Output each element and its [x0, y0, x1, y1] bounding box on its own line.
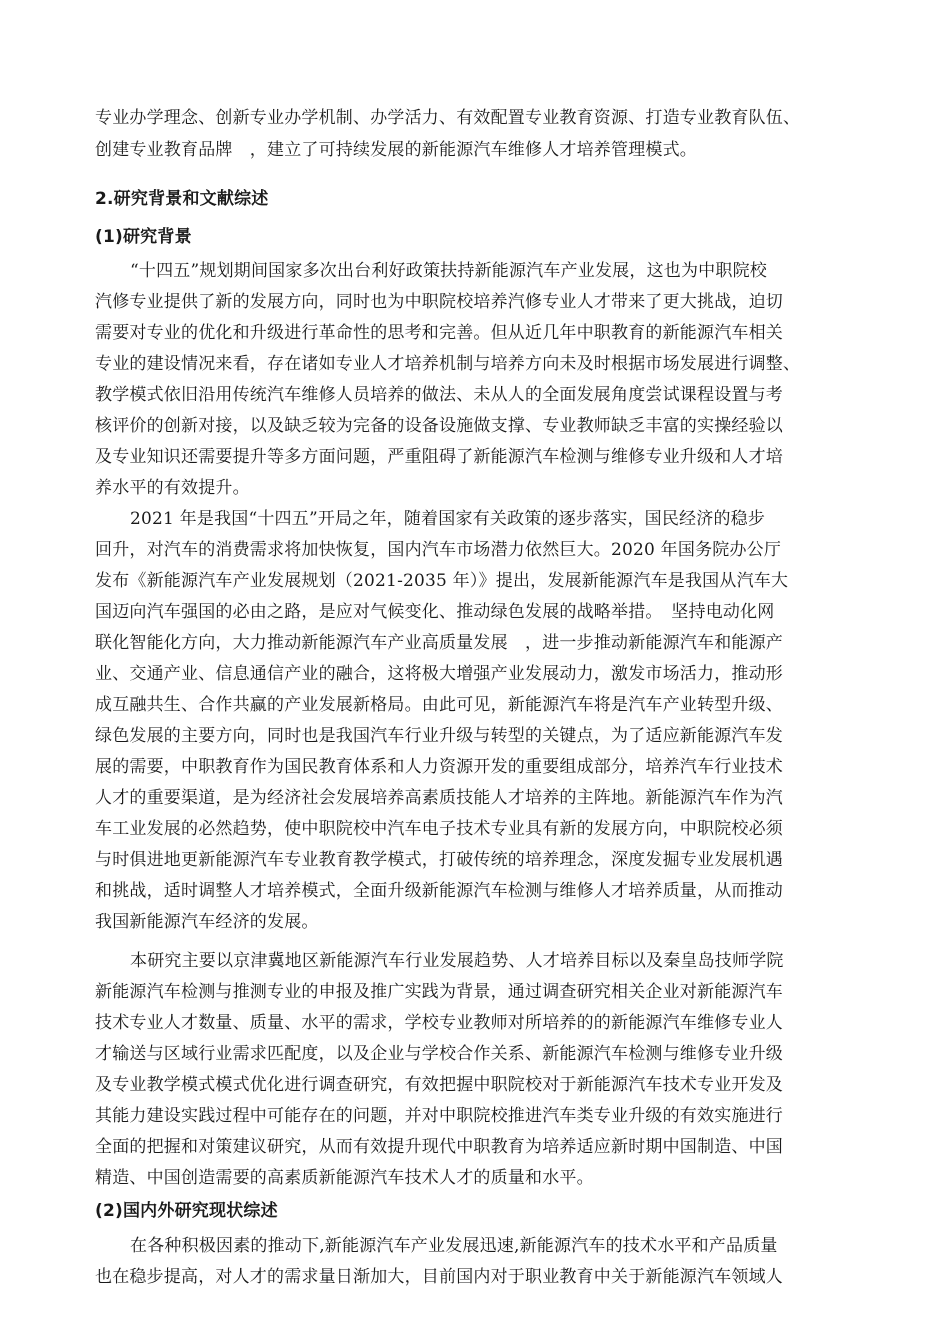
subsection-heading: (1)研究背景 — [95, 227, 192, 247]
paragraph-line: 及专业教学模式模式优化进行调查研究，有效把握中职院校对于新能源汽车技术专业开发及 — [95, 1075, 783, 1095]
paragraph-line: 需要对专业的优化和升级进行革命性的思考和完善。但从近几年中职教育的新能源汽车相关 — [95, 323, 783, 343]
paragraph-line: 发布《新能源汽车产业发展规划（2021-2035 年）》提出，发展新能源汽车是我国从汽车大 — [95, 571, 789, 591]
paragraph-line: 回升，对汽车的消费需求将加快恢复，国内汽车市场潜力依然巨大。2020 年国务院办公厅 — [95, 540, 782, 560]
paragraph-line: 在各种积极因素的推动下,新能源汽车产业发展迅速,新能源汽车的技术水平和产品质量 — [130, 1236, 778, 1256]
paragraph-line: 成互融共生、合作共赢的产业发展新格局。由此可见，新能源汽车将是汽车产业转型升级、 — [95, 695, 783, 715]
paragraph-line: 专业的建设情况来看，存在诸如专业人才培养机制与培养方向未及时根据市场发展进行调整、 — [95, 354, 801, 374]
paragraph-line: 技术专业人才数量、质量、水平的需求，学校专业教师对所培养的的新能源汽车维修专业人 — [95, 1013, 783, 1033]
paragraph-line: 新能源汽车检测与推测专业的申报及推广实践为背景，通过调查研究相关企业对新能源汽车 — [95, 982, 783, 1002]
paragraph-line: “十四五”规划期间国家多次出台利好政策扶持新能源汽车产业发展，这也为中职院校 — [130, 261, 767, 281]
intro-line: 创建专业教育品牌 ，建立了可持续发展的新能源汽车维修人才培养管理模式。 — [95, 140, 697, 160]
paragraph-line: 精造、中国创造需要的高素质新能源汽车技术人才的质量和水平。 — [95, 1168, 594, 1188]
paragraph-line: 本研究主要以京津冀地区新能源汽车行业发展趋势、人才培养目标以及秦皇岛技师学院 — [130, 951, 784, 971]
paragraph-line: 其能力建设实践过程中可能存在的问题，并对中职院校推进汽车类专业升级的有效实施进行 — [95, 1106, 783, 1126]
paragraph-line: 展的需要，中职教育作为国民教育体系和人力资源开发的重要组成部分，培养汽车行业技术 — [95, 757, 783, 777]
section-heading: 2.研究背景和文献综述 — [95, 189, 269, 209]
paragraph-line: 我国新能源汽车经济的发展。 — [95, 912, 319, 932]
subsection-heading: (2)国内外研究现状综述 — [95, 1201, 278, 1221]
paragraph-line: 绿色发展的主要方向，同时也是我国汽车行业升级与转型的关键点，为了适应新能源汽车发 — [95, 726, 783, 746]
paragraph-line: 联化智能化方向，大力推动新能源汽车产业高质量发展 ，进一步推动新能源汽车和能源产 — [95, 633, 783, 653]
paragraph-line: 核评价的创新对接，以及缺乏较为完备的设备设施做支撑、专业教师缺乏丰富的实操经验以 — [95, 416, 783, 436]
paragraph-line: 才输送与区域行业需求匹配度，以及企业与学校合作关系、新能源汽车检测与维修专业升级 — [95, 1044, 783, 1064]
paragraph-line: 汽修专业提供了新的发展方向，同时也为中职院校培养汽修专业人才带来了更大挑战，迫切 — [95, 292, 783, 312]
paragraph-line: 养水平的有效提升。 — [95, 478, 250, 498]
paragraph-line: 业、交通产业、信息通信产业的融合，这将极大增强产业发展动力，激发市场活力，推动形 — [95, 664, 783, 684]
paragraph-line: 及专业知识还需要提升等多方面问题，严重阻碍了新能源汽车检测与维修专业升级和人才培 — [95, 447, 783, 467]
intro-line: 专业办学理念、创新专业办学机制、办学活力、有效配置专业教育资源、打造专业教育队伍、 — [95, 108, 801, 128]
paragraph-line: 国迈向汽车强国的必由之路，是应对气候变化、推动绿色发展的战略举措。 坚持电动化网 — [95, 602, 775, 622]
paragraph-line: 教学模式依旧沿用传统汽车维修人员培养的做法、未从人的全面发展角度尝试课程设置与考 — [95, 385, 783, 405]
paragraph-line: 人才的重要渠道，是为经济社会发展培养高素质技能人才培养的主阵地。新能源汽车作为汽 — [95, 788, 783, 808]
paragraph-line: 全面的把握和对策建议研究，从而有效提升现代中职教育为培养适应新时期中国制造、中国 — [95, 1137, 783, 1157]
paragraph-line: 也在稳步提高，对人才的需求量日渐加大，目前国内对于职业教育中关于新能源汽车领域人 — [95, 1267, 783, 1287]
paragraph-line: 车工业发展的必然趋势，使中职院校中汽车电子技术专业具有新的发展方向，中职院校必须 — [95, 819, 783, 839]
paragraph-line: 2021 年是我国“十四五”开局之年，随着国家有关政策的逐步落实，国民经济的稳步 — [130, 509, 766, 529]
paragraph-line: 与时俱进地更新能源汽车专业教育教学模式，打破传统的培养理念，深度发掘专业发展机遇 — [95, 850, 783, 870]
paragraph-line: 和挑战，适时调整人才培养模式，全面升级新能源汽车检测与维修人才培养质量，从而推动 — [95, 881, 783, 901]
